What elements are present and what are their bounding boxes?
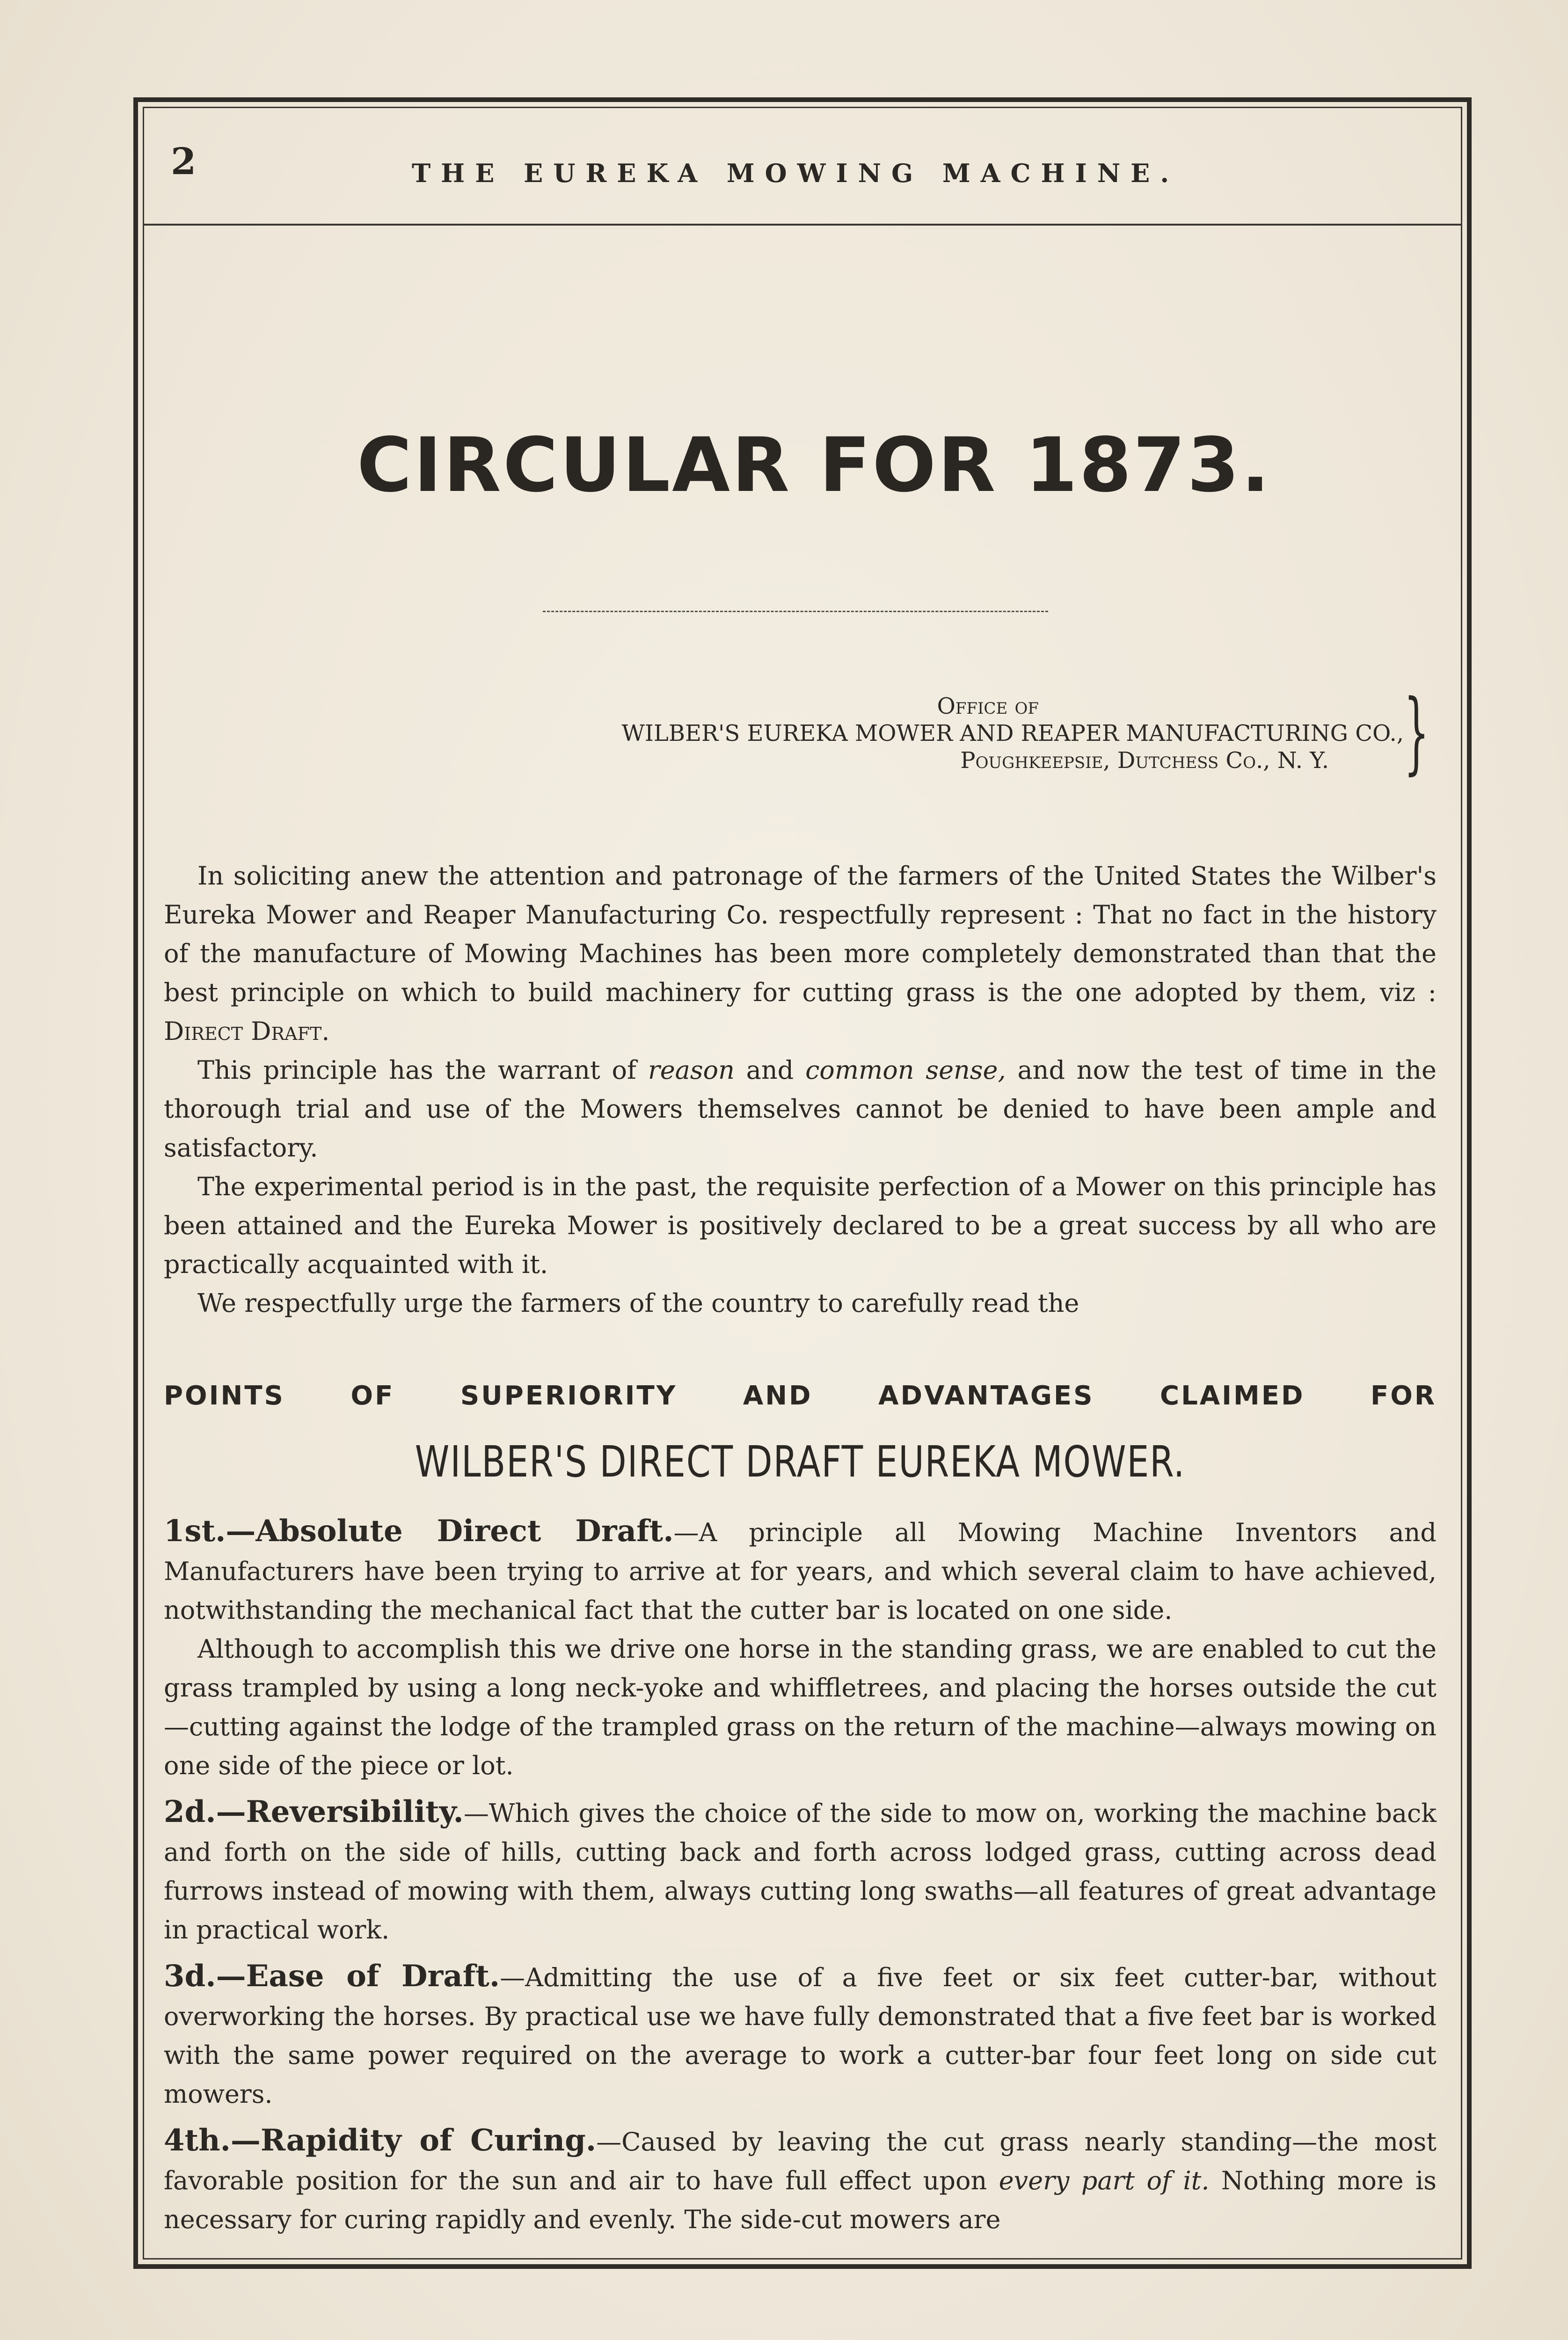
point-emphasis: every part of it. [999,2166,1210,2195]
point-item [164,2121,1437,2239]
page-title: CIRCULAR FOR 1873. [357,421,1272,509]
intro-paragraph: We respectfully urge the farmers of the country to carefully read the [197,1288,1079,1318]
intro-paragraph [164,1051,1437,1167]
point-tail: Nothing more is necessary for curing rapidly and evenly. The side-cut mowers are [164,2166,1437,2234]
points-heading: POINTS OF SUPERIORITY AND ADVANTAGES CLAIMED FOR [164,1381,1437,1411]
intro-paragraph: The experimental period is in the past, the requisite perfection of a Mower on this principle has been attained and the Eureka Mower is positively declared to be a great success by all who are practically acquainted with it. [164,1172,1437,1279]
point-label: 2d.—Reversibility. [164,1794,464,1829]
ornamental-rule [543,611,1048,622]
company-name: WILBER'S EUREKA MOWER AND REAPER MANUFACTURING CO., [621,720,1404,746]
point-item [164,1792,1437,1949]
intro-p2-text: This principle has the warrant of [197,1055,648,1085]
intro-p1-text: In soliciting anew the attention and patronage of the farmers of the United States the Wilber's Eureka Mower and Reaper Manufacturing Co. respectfully represent : That no fact in the history of the manufacture of Mowing Machines has been more completely demonstrated than that the best principle on which to build machinery for cutting grass is the one adopted by them, viz : [164,861,1437,1007]
intro-p2-and: and [734,1055,806,1085]
office-label: Office of [937,693,1039,719]
intro-p2-reason: reason [648,1055,735,1085]
point-label: 4th.—Rapidity of Curing. [164,2123,597,2158]
running-title: THE EUREKA MOWING MACHINE. [412,158,1180,188]
header-rule [143,224,1462,226]
point-text: —A principle all Mowing Machine Inventors and Manufacturers have been trying to arrive at for years, and which several claim to have achieved, notwithstanding the mechanical fact that the cutter bar is located on one side. [164,1518,1437,1625]
brace-decoration: } [1404,680,1429,784]
company-location: Poughkeepsie, Dutchess Co., N. Y. [960,747,1329,774]
intro-p2-sense: common sense, [805,1055,1006,1085]
point-item [164,1512,1437,1785]
point-item [164,1957,1437,2113]
intro-p2-rest: and now the test of time in the thorough trial and use of the Mowers themselves cannot be denied to have been ample and satisfactory. [164,1055,1437,1163]
intro-paragraph [164,856,1437,1051]
point-text: —Caused by leaving the cut grass nearly standing—the most favorable position for the sun and air to have full effect upon [164,2127,1437,2195]
points-list [164,1512,1437,2246]
point-text: —Which gives the choice of the side to mow on, working the machine back and forth on the side of hills, cutting back and forth across lodged grass, cutting across dead furrows instead of mowing with them, always cutting long swaths—all features of great advantage in practical work. [164,1799,1437,1945]
point-label: 1st.—Absolute Direct Draft. [164,1514,674,1549]
point-extra: Although to accomplish this we drive one horse in the standing grass, we are enabled to cut the grass trampled by using a long neck-yoke and whiffletrees, and placing the horses outside the cut—cutting against the lodge of the trampled grass on the return of the machine—always mowing on one side of the piece or lot. [164,1634,1437,1780]
mower-title: WILBER'S DIRECT DRAFT EUREKA MOWER. [415,1437,1186,1487]
page-number: 2 [171,140,197,183]
point-label: 3d.—Ease of Draft. [164,1959,500,1994]
point-text: —Admitting the use of a five feet or six feet cutter-bar, without overworking the horses. By practical use we have fully demonstrated that a five feet bar is worked with the same power required on the average to work a cutter-bar four feet long on side cut mowers. [164,1963,1437,2109]
intro-p1-emphasis: Direct Draft. [164,1016,330,1046]
intro-text [164,856,1437,1323]
office-address [318,693,1404,774]
